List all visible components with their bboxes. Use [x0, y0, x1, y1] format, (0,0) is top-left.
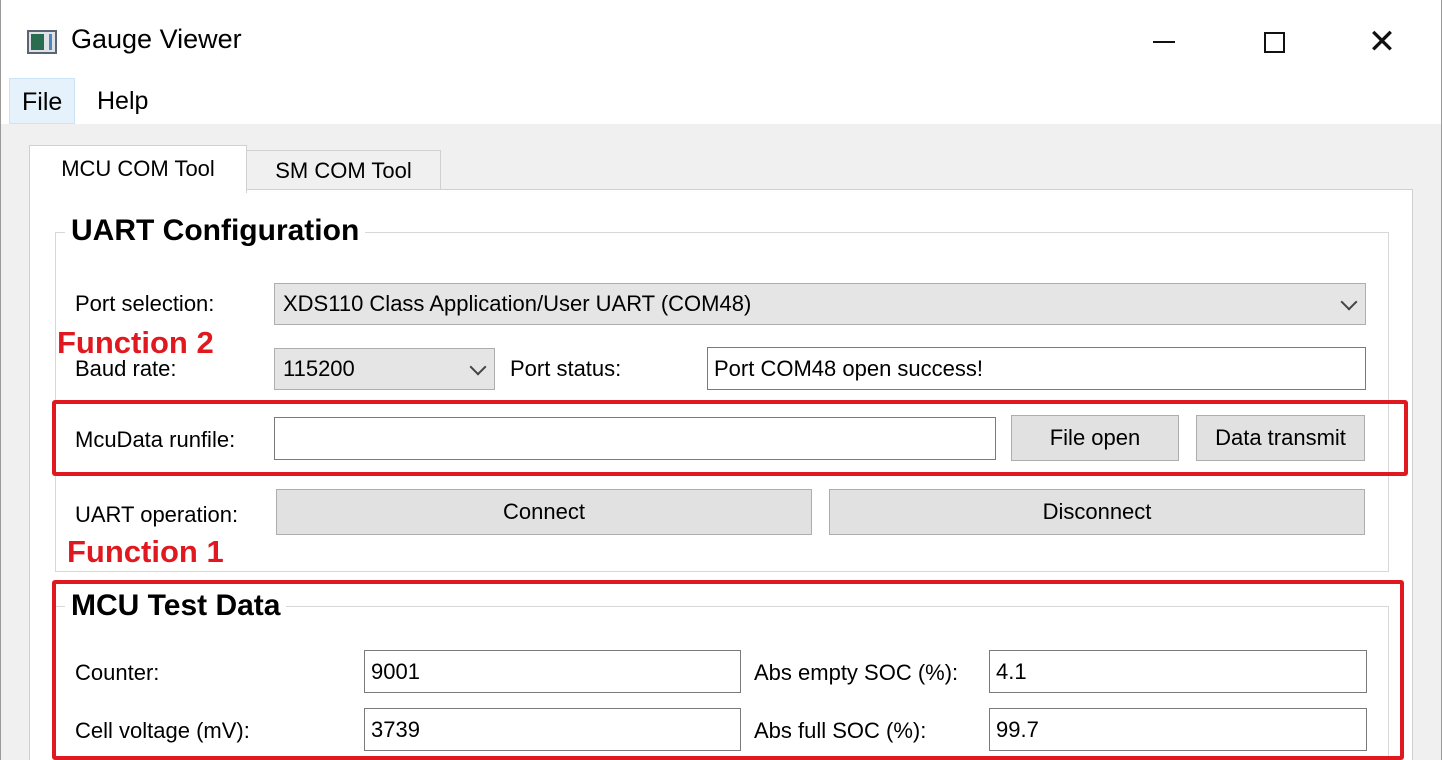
window-title: Gauge Viewer: [71, 24, 242, 54]
maximize-button[interactable]: [1229, 14, 1319, 70]
baud-rate-dropdown[interactable]: [274, 348, 495, 390]
tab-sm-com-tool[interactable]: SM COM Tool: [246, 150, 441, 190]
chevron-down-icon: [470, 359, 487, 376]
cell-voltage-label: Cell voltage (mV):: [75, 718, 250, 743]
port-selection-value: XDS110 Class Application/User UART (COM48): [283, 291, 752, 316]
close-icon: ✕: [1367, 22, 1397, 62]
disconnect-button[interactable]: Disconnect: [829, 489, 1365, 535]
function-1-annotation: Function 1: [67, 534, 224, 569]
title-bar: [1, 0, 1441, 78]
menu-file[interactable]: File: [9, 78, 75, 124]
menu-help[interactable]: Help: [97, 87, 149, 115]
minimize-icon: [1153, 41, 1175, 43]
abs-full-soc-label: Abs full SOC (%):: [754, 718, 927, 743]
port-selection-dropdown[interactable]: [274, 283, 1366, 325]
port-status-field: Port COM48 open success!: [707, 347, 1366, 390]
app-window-icon: [27, 30, 57, 54]
mcu-test-data-title: MCU Test Data: [65, 589, 286, 623]
chevron-down-icon: [1341, 294, 1358, 311]
abs-empty-soc-field: 4.1: [989, 650, 1367, 693]
connect-button[interactable]: Connect: [276, 489, 812, 535]
uart-operation-label: UART operation:: [75, 502, 239, 527]
function-2-highlight-box: [52, 400, 1408, 476]
counter-field: 9001: [364, 650, 741, 693]
close-button[interactable]: [1337, 14, 1427, 70]
port-selection-label: Port selection:: [75, 291, 215, 316]
port-status-label: Port status:: [510, 356, 622, 381]
menu-bar: [1, 78, 1441, 124]
uart-configuration-title: UART Configuration: [65, 214, 365, 248]
data-transmit-button[interactable]: Data transmit: [1196, 415, 1365, 461]
baud-rate-label: Baud rate:: [75, 356, 177, 381]
abs-empty-soc-label: Abs empty SOC (%):: [754, 660, 959, 685]
baud-rate-value: 115200: [283, 356, 355, 381]
runfile-label: McuData runfile:: [75, 427, 236, 452]
counter-label: Counter:: [75, 660, 160, 685]
function-2-annotation: Function 2: [57, 325, 214, 360]
file-open-button[interactable]: File open: [1011, 415, 1179, 461]
minimize-button[interactable]: [1119, 14, 1209, 70]
function-1-highlight-box: [52, 580, 1404, 760]
tab-mcu-com-tool[interactable]: MCU COM Tool: [29, 145, 247, 193]
maximize-icon: [1264, 32, 1285, 53]
abs-full-soc-field: 99.7: [989, 708, 1367, 751]
cell-voltage-field: 3739: [364, 708, 741, 751]
